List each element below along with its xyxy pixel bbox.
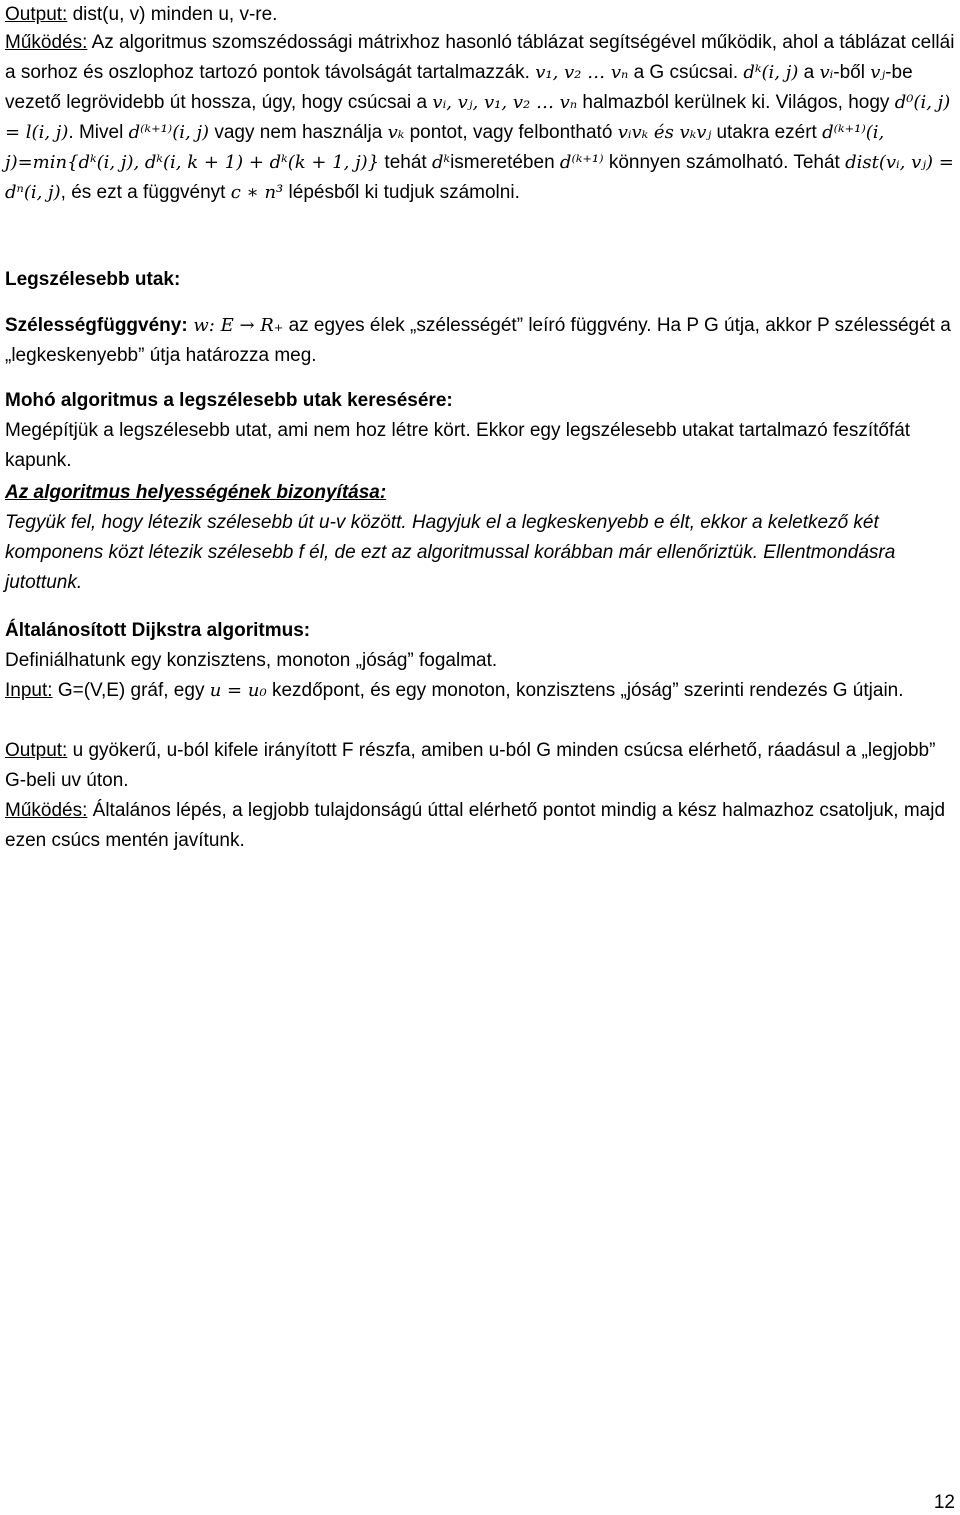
dijkstra-output-label: Output: <box>5 740 68 761</box>
greedy-text: Megépítjük a legszélesebb utat, ami nem hoz létre kört. Ekkor egy legszélesebb utakat tartalmazó feszítőfát kapunk. <box>5 420 911 471</box>
text-be: -be vezető legrövidebb út hossza, úgy, hogy csúcsai a <box>5 62 913 113</box>
mukodes-paragraph <box>5 28 955 208</box>
output-text: dist(u, v) minden u, v-re. <box>67 4 278 25</box>
dijkstra-output-text: u gyökerű, u-ból kifele irányított F részfa, amiben u-ból G minden csúcsa elérhető, ráadásul a „legjobb” G-beli uv úton. <box>5 740 936 791</box>
math-w: w: E → R₊ <box>187 315 284 336</box>
mukodes-text-1: Az algoritmus szomszédossági mátrixhoz hasonló táblázat segítségével működik, ahol a táblázat cellái a sorhoz és oszlophoz tartozó pontok távolságát tartalmazzák. <box>5 32 955 83</box>
math-d0: d⁰(i, j) = l(i, j) <box>5 92 951 143</box>
text-vagy: vagy nem használja <box>209 122 388 143</box>
math-cn3: c ∗ n³ <box>230 182 284 203</box>
width-function-label: Szélességfüggvény: <box>5 315 188 336</box>
text-lepes: lépésből ki tudjuk számolni. <box>283 182 520 203</box>
math-dk: dᵏ <box>431 152 451 173</box>
dijkstra-input-text-2: kezdőpont, és egy monoton, konzisztens „jóság” szerinti rendezés G útjain. <box>266 680 904 701</box>
text-tehat: tehát <box>379 152 432 173</box>
dijkstra-input-paragraph <box>5 676 955 706</box>
math-vivk: vᵢvₖ és vₖvⱼ <box>617 122 712 143</box>
dijkstra-input-text-1: G=(V,E) gráf, egy <box>52 680 210 701</box>
proof-text: Tegyük fel, hogy létezik szélesebb út u-v között. Hagyjuk el a legkeskenyebb e élt, ekkor a keletkező két komponens közt létezik szélesebb f él, de ezt az algoritmussal korábban már ellenőriztük. Ellentmondásra jutottunk. <box>5 512 896 593</box>
output-paragraph <box>5 0 955 30</box>
text-ismeret: ismeretében <box>450 152 560 173</box>
text-a: a <box>798 62 820 83</box>
math-dk1: d⁽ᵏ⁺¹⁾(i, j) <box>128 122 210 143</box>
text-fuggveny: , és ezt a függvényt <box>60 182 231 203</box>
text-utakra: utakra ezért <box>711 122 823 143</box>
math-recurrence: d⁽ᵏ⁺¹⁾(i, j)=min{dᵏ(i, j), dᵏ(i, k + 1) + dᵏ(k + 1, j)} <box>5 122 885 173</box>
math-u0: u = u₀ <box>209 680 267 701</box>
widest-paths-heading: Legszélesebb utak: <box>5 269 181 290</box>
page-number: 12 <box>933 1492 955 1513</box>
dijkstra-mukodes-text: Általános lépés, a legjobb tulajdonságú úttal elérhető pontot mindig a kész halmazhoz csatoljuk, majd ezen csúcs mentén javítunk. <box>5 800 946 851</box>
text-halmazbol: halmazból kerülnek ki. Világos, hogy <box>577 92 895 113</box>
greedy-heading: Mohó algoritmus a legszélesebb utak keresésére: <box>5 390 453 411</box>
math-dist: dist(vᵢ, vⱼ) = dⁿ(i, j) <box>5 152 954 203</box>
output-label: Output: <box>5 4 68 25</box>
mukodes-text-2: a G csúcsai. <box>628 62 744 83</box>
math-dk1b: d⁽ᵏ⁺¹⁾ <box>559 152 604 173</box>
math-vi: vᵢ <box>819 62 834 83</box>
dijkstra-heading: Általánosított Dijkstra algoritmus: <box>5 620 311 641</box>
dijkstra-intro: Definiálhatunk egy konzisztens, monoton „jóság” fogalmat. <box>5 650 498 671</box>
dijkstra-output-paragraph <box>5 736 955 796</box>
math-vk: vₖ <box>387 122 405 143</box>
dijkstra-mukodes-paragraph <box>5 796 955 856</box>
math-dk-ij: dᵏ(i, j) <box>743 62 799 83</box>
math-vj: vⱼ <box>870 62 886 83</box>
proof-heading: Az algoritmus helyességének bizonyítása: <box>5 482 387 503</box>
math-set: vᵢ, vⱼ, v₁, v₂ … vₙ <box>432 92 578 113</box>
text-bol: -ből <box>833 62 871 83</box>
text-mivel: . Mivel <box>68 122 129 143</box>
text-pontot: pontot, vagy felbontható <box>404 122 618 143</box>
math-v1v2vn: v₁, v₂ … vₙ <box>535 62 629 83</box>
mukodes-label: Működés: <box>5 32 88 53</box>
text-konnyen: könnyen számolható. Tehát <box>603 152 846 173</box>
width-function-text: az egyes élek „szélességét” leíró függvény. Ha P G útja, akkor P szélességét a „legkeskenyebb” útja határozza meg. <box>5 315 951 366</box>
width-function-paragraph <box>5 311 955 371</box>
dijkstra-mukodes-label: Működés: <box>5 800 88 821</box>
dijkstra-input-label: Input: <box>5 680 53 701</box>
